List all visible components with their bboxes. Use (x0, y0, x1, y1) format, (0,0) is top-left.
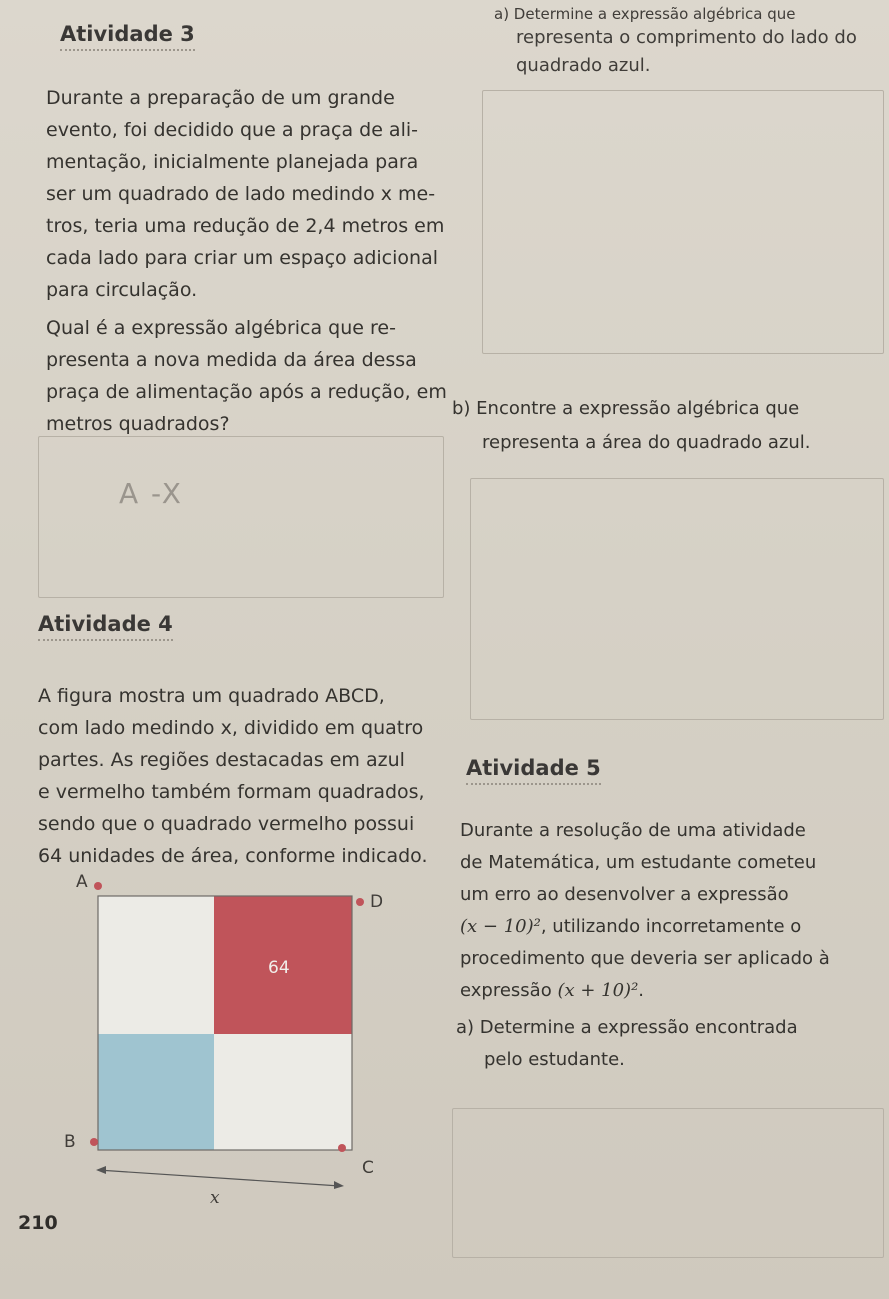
activity-3-line: metros quadrados? (46, 413, 230, 435)
activity-3-line: para circulação. (46, 279, 198, 301)
activity-3-line: evento, foi decidido que a praça de ali- (46, 119, 418, 141)
part-b-line: b) Encontre a expressão algébrica que (452, 398, 800, 419)
part-a-answer-box[interactable] (482, 90, 884, 354)
activity-5-line (460, 911, 885, 943)
arrow-right-head (334, 1181, 344, 1189)
activity-4-part-a (492, 4, 882, 80)
activity-5-answer-box[interactable] (452, 1108, 884, 1258)
side-x-label: x (210, 1188, 220, 1208)
part-b-answer-box[interactable] (470, 478, 884, 720)
part-a-line: representa o comprimento do lado do (516, 27, 857, 48)
activity-4-statement (38, 680, 458, 872)
activity-5-title: Atividade 5 (466, 756, 601, 785)
activity-5-line: procedimento que deveria ser aplicado à (460, 948, 830, 969)
activity-5-part-a-line: pelo estudante. (484, 1049, 625, 1070)
expression-period: . (638, 980, 645, 1001)
activity-5-line: um erro ao desenvolver a expressão (460, 884, 789, 905)
vertex-b-dot (90, 1138, 98, 1146)
activity-3-line: Durante a preparação de um grande (46, 87, 395, 109)
part-a-line: quadrado azul. (516, 55, 651, 76)
activity-3-line: presenta a nova medida da área dessa (46, 349, 417, 371)
activity-4-line: e vermelho também formam quadrados, (38, 781, 425, 803)
label-a: A (76, 872, 88, 892)
part-b-line: representa a área do quadrado azul. (482, 432, 811, 453)
activity-5-line: Durante a resolução de uma atividade (460, 820, 806, 841)
red-area-label: 64 (268, 958, 290, 978)
page-number: 210 (18, 1212, 58, 1234)
activity-3-line: ser um quadrado de lado medindo x me- (46, 183, 436, 205)
activity-4-line: partes. As regiões destacadas em azul (38, 749, 405, 771)
activity-3-statement (46, 82, 456, 440)
white-top-left (98, 896, 214, 1034)
handwritten-answer: A -X (119, 477, 183, 510)
white-bottom-right (214, 1034, 352, 1150)
activity-5-statement (460, 815, 885, 1007)
activity-4-line: A figura mostra um quadrado ABCD, (38, 685, 385, 707)
vertex-d-dot (356, 898, 364, 906)
activity-3-line: mentação, inicialmente planejada para (46, 151, 419, 173)
expression-x-minus-10-squared: (x − 10)² (460, 916, 541, 937)
activity-3-line: praça de alimentação após a redução, em (46, 381, 447, 403)
activity-5-part-a-line: a) Determine a expressão encontrada (456, 1017, 798, 1038)
activity-3-title: Atividade 3 (60, 22, 195, 51)
activity-4-line: 64 unidades de área, conforme indicado. (38, 845, 428, 867)
vertex-a-dot (94, 882, 102, 890)
label-c: C (362, 1158, 374, 1178)
part-a-line: a) Determine a expressão algébrica que (494, 5, 796, 23)
activity-4-title: Atividade 4 (38, 612, 173, 641)
arrow-left-head (96, 1166, 106, 1174)
expression-label: expressão (460, 980, 558, 1001)
label-d: D (370, 892, 384, 912)
activity-3-answer-box[interactable] (38, 436, 444, 598)
activity-3-line: cada lado para criar um espaço adicional (46, 247, 438, 269)
activity-5-line (460, 975, 885, 1007)
activity-5-part-a (456, 1012, 881, 1076)
activity-3-line: tros, teria uma redução de 2,4 metros em (46, 215, 445, 237)
activity-4-line: sendo que o quadrado vermelho possui (38, 813, 415, 835)
activity-3-line: Qual é a expressão algébrica que re- (46, 317, 396, 339)
square-abcd-figure (50, 872, 400, 1202)
activity-4-line: com lado medindo x, dividido em quatro (38, 717, 424, 739)
expression-x-plus-10-squared: (x + 10)² (557, 980, 639, 1001)
dimension-arrow-line (98, 1170, 340, 1186)
label-b: B (64, 1132, 76, 1152)
vertex-c-dot (338, 1144, 346, 1152)
activity-5-line-rest: , utilizando incorretamente o (540, 916, 802, 937)
activity-5-line: de Matemática, um estudante cometeu (460, 852, 817, 873)
blue-square (98, 1034, 214, 1150)
activity-4-part-b (452, 392, 882, 460)
